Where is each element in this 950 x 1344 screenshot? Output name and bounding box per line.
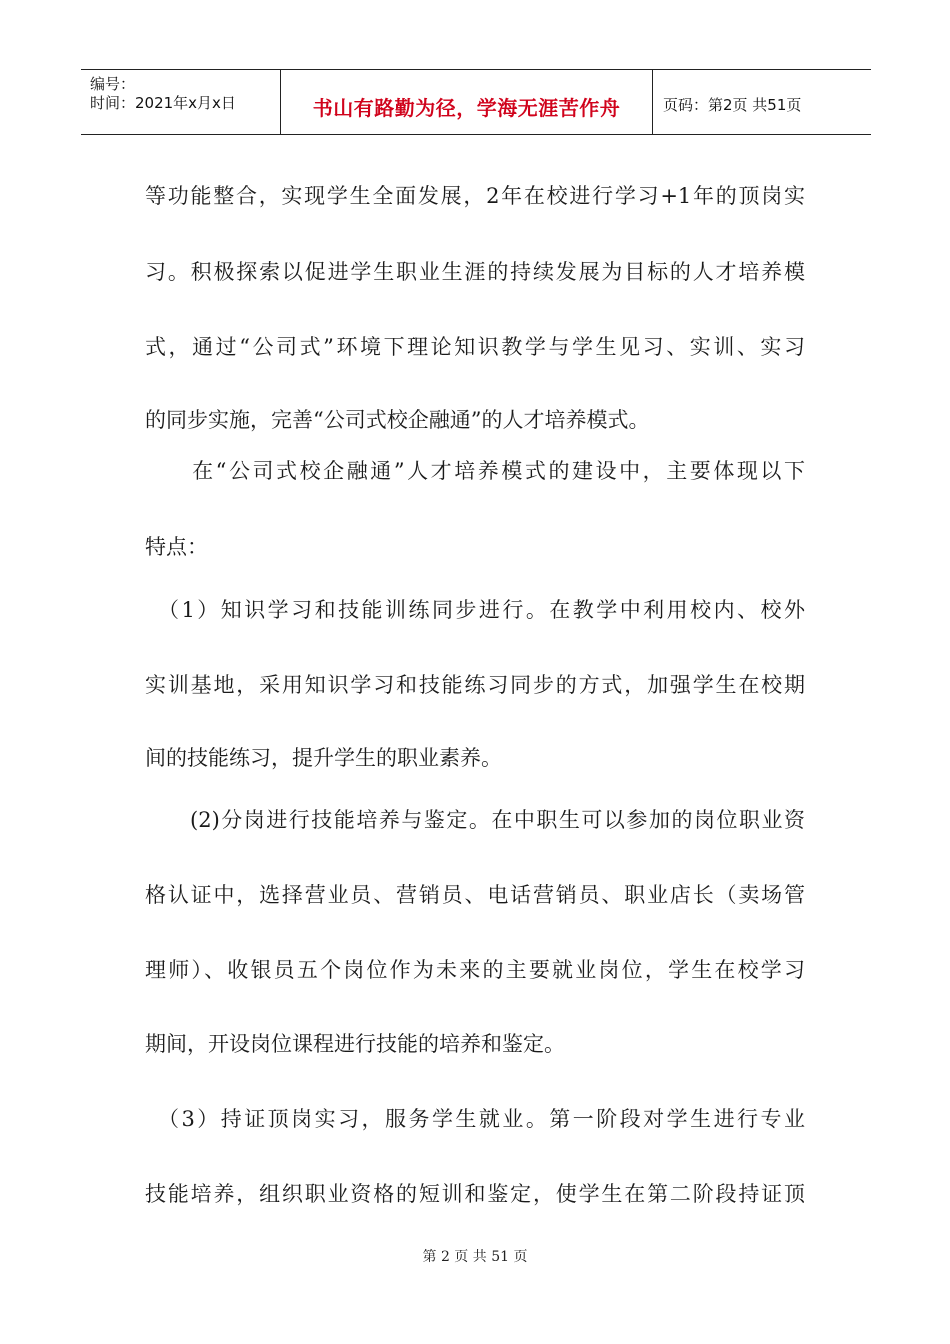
body-line: 理师）、收银员五个岗位作为未来的主要就业岗位，学生在校学习 (145, 958, 805, 982)
body-line: 技能培养，组织职业资格的短训和鉴定，使学生在第二阶段持证顶 (145, 1182, 805, 1206)
body-line: （3）持证顶岗实习，服务学生就业。第一阶段对学生进行专业 (145, 1107, 805, 1131)
date-label: 时间：2021年x月x日 (90, 94, 236, 112)
serial-number-label: 编号： (90, 75, 136, 93)
body-line: 习。积极探索以促进学生职业生涯的持续发展为目标的人才培养模 (145, 260, 805, 284)
header-page-code: 页码：第2页 共51页 (663, 96, 802, 114)
header-page-cell (653, 70, 871, 134)
body-line: 实训基地，采用知识学习和技能练习同步的方式，加强学生在校期 (145, 673, 805, 697)
body-line: 等功能整合，实现学生全面发展，2年在校进行学习+1年的顶岗实 (145, 184, 805, 208)
body-line: 的同步实施，完善“公司式校企融通”的人才培养模式。 (145, 408, 650, 432)
body-line: （1）知识学习和技能训练同步进行。在教学中利用校内、校外 (145, 598, 805, 622)
header-motto-cell (281, 70, 653, 134)
document-header (81, 69, 871, 135)
page-footer: 第 2 页 共 51 页 (422, 1249, 528, 1265)
header-motto: 书山有路勤为径，学海无涯苦作舟 (312, 96, 621, 120)
body-line: 式，通过“公司式”环境下理论知识教学与学生见习、实训、实习 (145, 335, 805, 359)
body-line: 在“公司式校企融通”人才培养模式的建设中，主要体现以下 (145, 459, 805, 483)
body-line: 格认证中，选择营业员、营销员、电话营销员、职业店长（卖场管 (145, 883, 805, 907)
body-line: (2)分岗进行技能培养与鉴定。在中职生可以参加的岗位职业资 (145, 808, 805, 832)
body-line: 期间，开设岗位课程进行技能的培养和鉴定。 (145, 1032, 565, 1056)
header-meta-cell (81, 70, 281, 134)
body-line: 特点： (145, 535, 208, 559)
body-line: 间的技能练习，提升学生的职业素养。 (145, 746, 502, 770)
